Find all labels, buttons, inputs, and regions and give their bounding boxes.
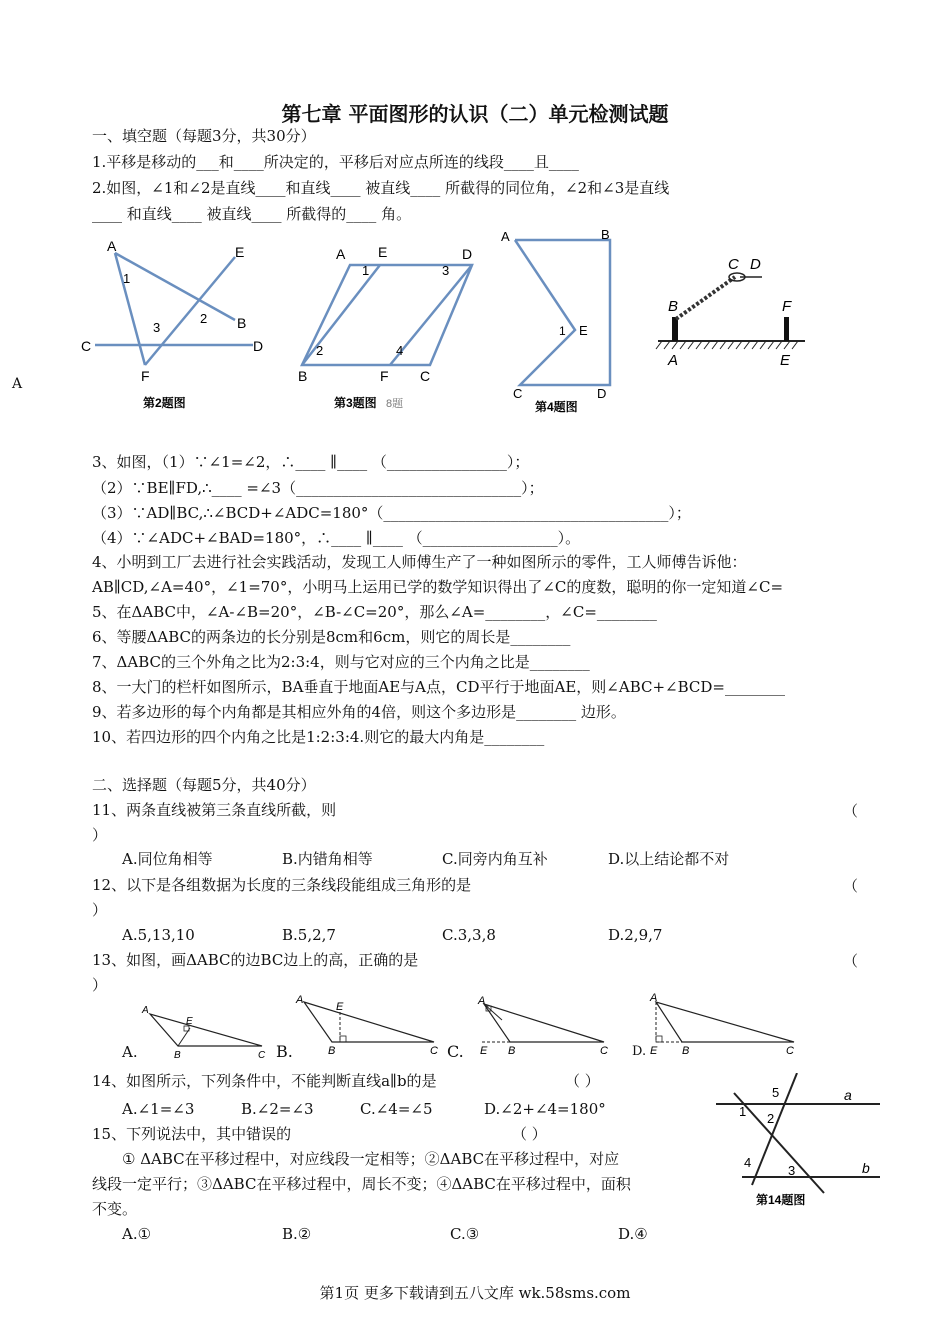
q14-option-c: C.∠4=∠5 bbox=[360, 1100, 433, 1118]
q11-paren-open: （ bbox=[843, 802, 859, 820]
q15-option-c: C.③ bbox=[450, 1225, 480, 1243]
fig8-label: C bbox=[728, 256, 739, 273]
fig3-label: A bbox=[336, 246, 346, 262]
fig3-label: F bbox=[380, 368, 389, 384]
fig4-label: A bbox=[501, 229, 510, 244]
question-9: 9、若多边形的每个内角都是其相应外角的4倍，则这个多边形是________ 边形。 bbox=[92, 703, 626, 721]
fig14-label: b bbox=[862, 1160, 870, 1176]
q13a-label: C bbox=[258, 1050, 266, 1061]
q15-text-line1: ① ΔABC在平移过程中，对应线段一定相等；②ΔABC在平移过程中，对应 bbox=[122, 1150, 620, 1168]
q12-paren-open: （ bbox=[843, 877, 859, 895]
q11-option-b: B.内错角相等 bbox=[282, 850, 373, 868]
q13a-label: E bbox=[186, 1016, 193, 1027]
section2-heading: 二、选择题（每题5分，共40分） bbox=[92, 776, 316, 794]
q13c-label: E bbox=[480, 1045, 488, 1057]
fig2-label: 1 bbox=[123, 271, 131, 286]
question-1: 1.平移是移动的___和____所决定的，平移后对应点所连的线段____且____ bbox=[92, 153, 579, 171]
q11-option-d: D.以上结论都不对 bbox=[608, 850, 730, 868]
q13b-label: C bbox=[430, 1045, 438, 1057]
q15-option-d: D.④ bbox=[618, 1225, 648, 1243]
fig3-label: 2 bbox=[316, 343, 324, 358]
q11-paren-close: ） bbox=[92, 826, 108, 844]
fig4-label: E bbox=[579, 323, 588, 338]
fig4-label: 1 bbox=[559, 324, 566, 338]
q14-option-b: B.∠2=∠3 bbox=[241, 1100, 314, 1118]
q12-option-d: D.2,9,7 bbox=[608, 926, 663, 944]
q13b-label: B bbox=[328, 1045, 336, 1057]
fig2-label: 3 bbox=[153, 320, 161, 335]
fig3-label: 3 bbox=[442, 263, 450, 278]
question-5: 5、在ΔABC中，∠A-∠B=20°，∠B-∠C=20°，那么∠A=________，∠C=________ bbox=[92, 603, 657, 621]
q15-text-line2: 线段一定平行；③ΔABC在平移过程中，周长不变；④ΔABC在平移过程中，面积 bbox=[92, 1175, 631, 1193]
q13-figure-d bbox=[646, 990, 806, 1064]
margin-mark: A bbox=[12, 376, 23, 392]
fig14-label: 2 bbox=[767, 1111, 775, 1126]
q11-option-a: A.同位角相等 bbox=[122, 850, 213, 868]
q12-option-c: C.3,3,8 bbox=[442, 926, 496, 944]
fig2-label: C bbox=[81, 338, 92, 354]
fig2-label: F bbox=[141, 368, 150, 384]
question-7: 7、ΔABC的三个外角之比为2:3:4，则与它对应的三个内角之比是________ bbox=[92, 653, 590, 671]
question-3-part4: （4）∵∠ADC+∠BAD=180°，∴____ ∥____ （__________________）。 bbox=[92, 529, 581, 547]
q15-option-b: B.② bbox=[282, 1225, 312, 1243]
fig3-caption: 第3题图 bbox=[334, 396, 377, 410]
fig3-label: 1 bbox=[362, 263, 370, 278]
question-11: 11、两条直线被第三条直线所截，则 bbox=[92, 801, 337, 819]
q13a-label: B bbox=[174, 1050, 181, 1061]
question-12: 12、以下是各组数据为长度的三条线段能组成三角形的是 bbox=[92, 876, 472, 894]
q13-option-c: C. bbox=[447, 1042, 464, 1061]
q13d-label: E bbox=[650, 1045, 658, 1057]
q13b-label: E bbox=[336, 1001, 344, 1013]
fig14-label: 5 bbox=[772, 1085, 780, 1100]
fig3-label: C bbox=[420, 368, 431, 384]
question-6: 6、等腰ΔABC的两条边的长分别是8cm和6cm，则它的周长是________ bbox=[92, 628, 571, 646]
figure-q2 bbox=[75, 235, 275, 419]
fig2-caption: 第2题图 bbox=[143, 396, 186, 410]
q13d-label: C bbox=[786, 1045, 794, 1057]
question-10: 10、若四边形的四个内角之比是1:2:3:4.则它的最大内角是________ bbox=[92, 728, 545, 746]
fig2-label: D bbox=[253, 338, 264, 354]
fig8-label: D bbox=[750, 256, 761, 273]
fig3-overlap-text: 8题 bbox=[386, 398, 404, 410]
q15-paren: （ ） bbox=[512, 1125, 547, 1143]
fig14-label: 4 bbox=[744, 1155, 752, 1170]
question-3-part3: （3）∵AD∥BC,∴∠BCD+∠ADC=180°（______________________________________）； bbox=[92, 504, 691, 522]
page-title: 第七章 平面图形的认识（二）单元检测试题 bbox=[281, 102, 669, 126]
fig14-label: 1 bbox=[739, 1104, 747, 1119]
fig8-label: F bbox=[782, 298, 792, 315]
question-2-line2: ____ 和直线____ 被直线____ 所截得的____ 角。 bbox=[92, 205, 412, 223]
q14-option-a: A.∠1=∠3 bbox=[122, 1100, 195, 1118]
fig14-label: a bbox=[844, 1087, 852, 1103]
q14-paren: （ ） bbox=[565, 1072, 600, 1090]
question-3-part1: 3、如图，（1）∵∠1=∠2，∴____ ∥____ （________________）； bbox=[92, 453, 530, 471]
q13-option-d: D. bbox=[632, 1044, 647, 1059]
q12-option-b: B.5,2,7 bbox=[282, 926, 336, 944]
q15-option-a: A.① bbox=[122, 1225, 152, 1243]
fig2-label: 2 bbox=[200, 311, 208, 326]
q13-option-b: B. bbox=[276, 1042, 293, 1061]
q13b-label: A bbox=[296, 994, 304, 1006]
fig14-label: 3 bbox=[788, 1163, 796, 1178]
q13c-label: A bbox=[478, 995, 486, 1007]
fig4-label: D bbox=[597, 386, 607, 401]
fig2-label: A bbox=[107, 238, 117, 254]
q13-figure-c bbox=[462, 992, 612, 1064]
fig3-label: B bbox=[298, 368, 308, 384]
question-2-line1: 2.如图，∠1和∠2是直线____和直线____ 被直线____ 所截得的同位角，∠2和∠3是直线 bbox=[92, 179, 670, 197]
fig8-label: A bbox=[668, 352, 679, 369]
q13-paren-close: ） bbox=[92, 976, 108, 994]
figure-q3 bbox=[290, 235, 490, 419]
figure-q8 bbox=[650, 245, 810, 379]
fig4-label: C bbox=[513, 386, 523, 401]
q13-figure-a bbox=[138, 1000, 278, 1066]
fig14-caption: 第14题图 bbox=[756, 1193, 806, 1207]
q13d-label: B bbox=[682, 1045, 690, 1057]
fig4-caption: 第4题图 bbox=[535, 400, 578, 414]
question-14: 14、如图所示，下列条件中，不能判断直线a∥b的是 bbox=[92, 1072, 437, 1090]
page-footer: 第1页 更多下载请到五八文库 wk.58sms.com bbox=[319, 1284, 631, 1302]
q11-option-c: C.同旁内角互补 bbox=[442, 850, 548, 868]
q15-text-line3: 不变。 bbox=[92, 1200, 138, 1218]
question-13: 13、如图，画ΔABC的边BC边上的高，正确的是 bbox=[92, 951, 419, 969]
fig3-label: E bbox=[378, 244, 388, 260]
q13c-label: B bbox=[508, 1045, 516, 1057]
q13a-label: A bbox=[142, 1005, 149, 1016]
q13-option-a: A. bbox=[122, 1043, 138, 1061]
question-3-part2: （2）∵BE∥FD,∴____ =∠3（______________________________）； bbox=[92, 479, 544, 497]
fig2-label: B bbox=[237, 315, 247, 331]
question-15: 15、下列说法中，其中错误的 bbox=[92, 1125, 292, 1143]
fig8-label: B bbox=[668, 298, 679, 315]
fig2-label: E bbox=[235, 244, 245, 260]
figure-q14 bbox=[712, 1073, 887, 1217]
question-8: 8、一大门的栏杆如图所示，BA垂直于地面AE与A点，CD平行于地面AE，则∠ABC+∠BCD=________ bbox=[92, 678, 785, 696]
q13d-label: A bbox=[650, 992, 658, 1004]
fig3-label: D bbox=[462, 246, 473, 262]
q12-paren-close: ） bbox=[92, 901, 108, 919]
fig8-label: E bbox=[780, 352, 791, 369]
q12-option-a: A.5,13,10 bbox=[122, 926, 195, 944]
q13-figure-b bbox=[292, 990, 442, 1064]
fig4-label: B bbox=[601, 227, 610, 242]
q14-option-d: D.∠2+∠4=180° bbox=[484, 1100, 606, 1118]
figure-q4 bbox=[495, 225, 625, 424]
fig3-label: 4 bbox=[396, 343, 404, 358]
q13c-label: C bbox=[600, 1045, 608, 1057]
question-4-line2: AB∥CD,∠A=40°，∠1=70°，小明马上运用已学的数学知识得出了∠C的度数，聪明的你一定知道∠C= bbox=[92, 578, 784, 596]
question-4-line1: 4、小明到工厂去进行社会实践活动，发现工人师傅生产了一种如图所示的零件，工人师傅告诉他： bbox=[92, 553, 747, 571]
section1-heading: 一、填空题（每题3分，共30分） bbox=[92, 127, 316, 145]
q13-paren-open: （ bbox=[843, 952, 859, 970]
